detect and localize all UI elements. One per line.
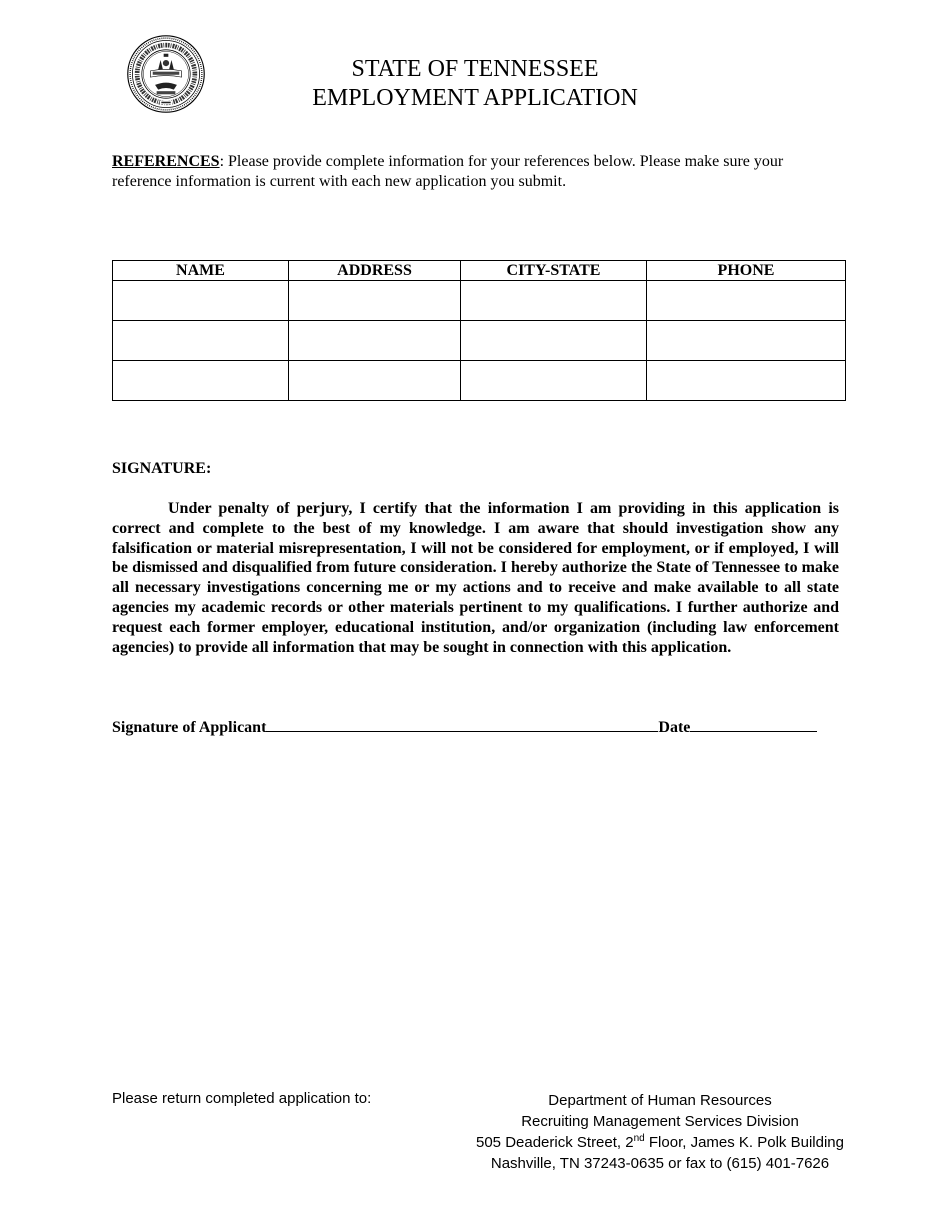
date-field[interactable]	[690, 716, 817, 732]
reference-address-cell[interactable]	[289, 321, 461, 361]
signature-field[interactable]	[266, 716, 658, 732]
column-header-phone: PHONE	[647, 261, 846, 281]
department-name: Department of Human Resources	[548, 1092, 772, 1109]
reference-phone-cell[interactable]	[647, 361, 846, 401]
reference-name-cell[interactable]	[113, 321, 289, 361]
return-instructions: Please return completed application to:	[112, 1090, 372, 1107]
date-label: Date	[658, 719, 691, 736]
reference-name-cell[interactable]	[113, 361, 289, 401]
street-address: 505 Deaderick Street, 2nd Floor, James K. Polk Building	[476, 1133, 844, 1151]
reference-city-state-cell[interactable]	[461, 281, 647, 321]
reference-address-cell[interactable]	[289, 361, 461, 401]
reference-address-cell[interactable]	[289, 281, 461, 321]
division-name: Recruiting Management Services Division	[521, 1113, 799, 1130]
signature-heading: SIGNATURE:	[112, 460, 212, 477]
column-header-city-state: CITY-STATE	[461, 261, 647, 281]
signature-applicant-label: Signature of Applicant	[112, 719, 267, 736]
city-fax-line: Nashville, TN 37243-0635 or fax to (615) 401-7626	[490, 1155, 830, 1172]
references-table	[112, 260, 846, 401]
reference-city-state-cell[interactable]	[461, 321, 647, 361]
table-row	[113, 321, 846, 361]
column-header-name: NAME	[113, 261, 289, 281]
references-label: REFERENCES	[112, 153, 220, 170]
form-title	[0, 55, 950, 113]
references-instructions	[112, 152, 842, 192]
signature-line	[112, 716, 817, 737]
table-row	[113, 281, 846, 321]
reference-phone-cell[interactable]	[647, 281, 846, 321]
title-state: STATE OF TENNESSEE	[351, 56, 599, 82]
certification-statement: Under penalty of perjury, I certify that the information I am providing in this application is correct and complete to the best of my knowledge. I am aware that should investigation show any falsification or material misrepresentation, I will not be considered for employment, or if employed, I will be dismissed and disqualified from future consideration. I hereby authorize the State of Tennessee to make all necessary investigations concerning me or my actions and to receive and make available to all state agencies my academic records or other materials pertinent to my qualifications. I further authorize and request each former employer, educational institution, and/or organization (including law enforcement agencies) to provide all information that may be sought in connection with this application.	[112, 500, 839, 656]
return-address	[465, 1090, 855, 1174]
reference-name-cell[interactable]	[113, 281, 289, 321]
table-row	[113, 361, 846, 401]
table-header-row	[113, 261, 846, 281]
column-header-address: ADDRESS	[289, 261, 461, 281]
reference-phone-cell[interactable]	[647, 321, 846, 361]
reference-city-state-cell[interactable]	[461, 361, 647, 401]
references-text: : Please provide complete information for your references below. Please make sure your reference information is current with each new application you submit.	[112, 153, 784, 190]
title-application: EMPLOYMENT APPLICATION	[312, 85, 638, 111]
